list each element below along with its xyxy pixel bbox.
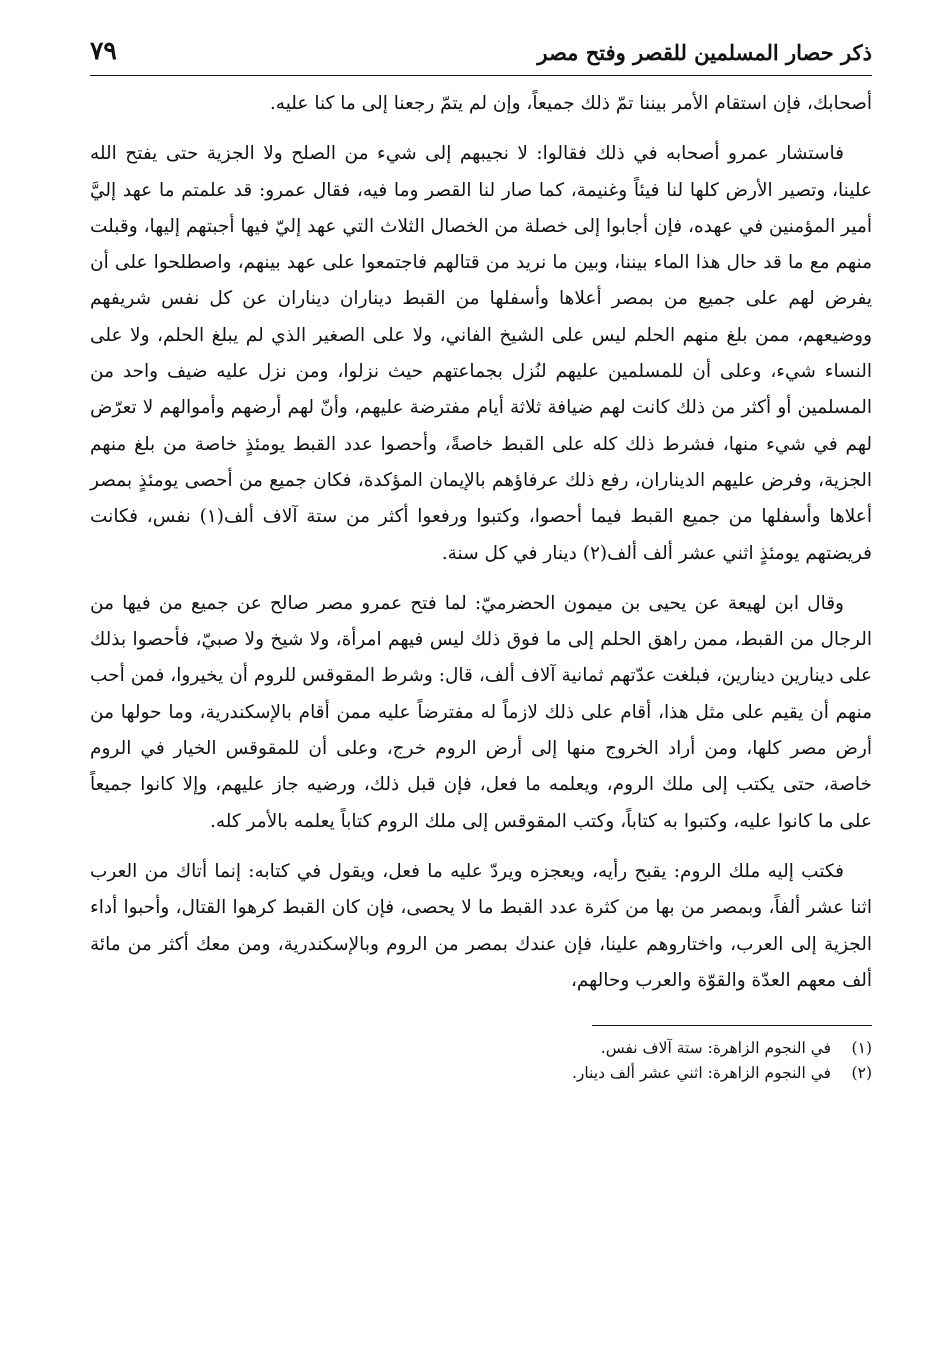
page-header (90, 32, 872, 76)
page-number: ٧٩ (90, 36, 117, 65)
running-head: ذكر حصار المسلمين للقصر وفتح مصر (537, 40, 872, 65)
footnote-text: في النجوم الزاهرة: ستة آلاف نفس. (600, 1039, 832, 1058)
paragraph: فكتب إليه ملك الروم: يقبح رأيه، ويعجزه ويردّ عليه ما فعل، ويقول في كتابه: إنما أتاك من العرب اثنا عشر ألفاً، وبمصر من بها من كثرة عدد القبط ما لا يحصى، فإن كان القبط كرهوا القتال، وأحبوا أداء الجزية إلى العرب، واختاروهم علينا، فإن عندك بمصر من الروم وبالإسكندرية، ومن معك أكثر من مائة ألف معهم العدّة والقوّة والعرب وحالهم، (90, 860, 872, 991)
paragraph-continuation: أصحابك، فإن استقام الأمر بيننا تمّ ذلك جميعاً، وإن لم يتمّ رجعنا إلى ما كنا عليه. (269, 93, 872, 114)
footnote-separator (592, 1025, 872, 1026)
body-text (90, 86, 872, 999)
paragraph: فاستشار عمرو أصحابه في ذلك فقالوا: لا نجيبهم إلى شيء من الصلح ولا الجزية حتى يفتح الله علينا، وتصير الأرض كلها لنا فيئاً وغنيمة، كما صار لنا القصر وما فيه، فقال عمرو: قد علمتم ما عهد إليَّ أمير المؤمنين في عهده، فإن أجابوا إلى خصلة من الخصال الثلاث التي عهد إليّ فيها أجبتهم إليها، وقبلت منهم مع ما قد حال هذا الماء بيننا، وبين ما نريد من قتالهم فاجتمعوا على عهد بينهم، واصطلحوا على أن يفرض لهم على جميع من بمصر أعلاها وأسفلها من القبط ديناران ديناران عن كل نفس شريفهم ووضيعهم، ممن بلغ منهم الحلم ليس على الشيخ الفاني، ولا على الصغير الذي لم يبلغ الحلم، ولا على النساء شيء، وعلى أن للمسلمين عليهم لنُزل بجماعتهم حيث نزلوا، ومن نزل عليه ضيف واحد من المسلمين أو أكثر من ذلك كانت لهم ضيافة ثلاثة أيام مفترضة عليهم، وأنّ لهم أرضهم وأموالهم لا تعرّض لهم في شيء منها، فشرط ذلك كله على القبط خاصةً، وأحصوا عدد القبط يومئذٍ خاصة من بلغ منهم الجزية، وفرض عليهم الديناران، رفع ذلك عرفاؤهم بالإيمان المؤكدة، فكان جميع من أحصى يومئذٍ بمصر أعلاها وأسفلها من جميع القبط فيما أحصوا، وكتبوا ورفعوا أكثر من ستة آلاف ألف(١) نفس، فكانت فريضتهم يومئذٍ اثني عشر ألف ألف(٢) دينار في كل سنة. (90, 143, 872, 564)
footnote-number: (١) (851, 1039, 872, 1058)
header-rule (90, 75, 872, 76)
footnote-number: (٢) (851, 1064, 872, 1083)
footnotes (90, 1036, 872, 1086)
footnote (90, 1061, 872, 1086)
footnote (90, 1036, 872, 1061)
book-page (90, 32, 872, 1342)
paragraph: وقال ابن لهيعة عن يحيى بن ميمون الحضرميّ: لما فتح عمرو مصر صالح عن جميع من فيها من الرجال من القبط، ممن راهق الحلم إلى ما فوق ذلك ليس فيهم امرأة، ولا شيخ ولا صبيّ، فأحصوا بذلك على دينارين دينارين، فبلغت عدّتهم ثمانية آلاف ألف، قال: وشرط المقوقس للروم أن يخيروا، فمن أحب منهم أن يقيم على مثل هذا، أقام على ذلك لازماً له مفترضاً عليه ممن أقام بالإسكندرية، وما حولها من أرض مصر كلها، ومن أراد الخروج منها إلى أرض الروم خرج، وعلى أن للمقوقس الخيار في الروم خاصة، حتى يكتب إلى ملك الروم، ويعلمه ما فعل، فإن قبل ذلك، ورضيه جاز عليهم، وإلا كانوا جميعاً على ما كانوا عليه، وكتبوا به كتاباً، وكتب المقوقس إلى ملك الروم كتاباً يعلمه بالأمر كله. (90, 592, 872, 832)
footnote-text: في النجوم الزاهرة: اثني عشر ألف دينار. (571, 1064, 832, 1083)
